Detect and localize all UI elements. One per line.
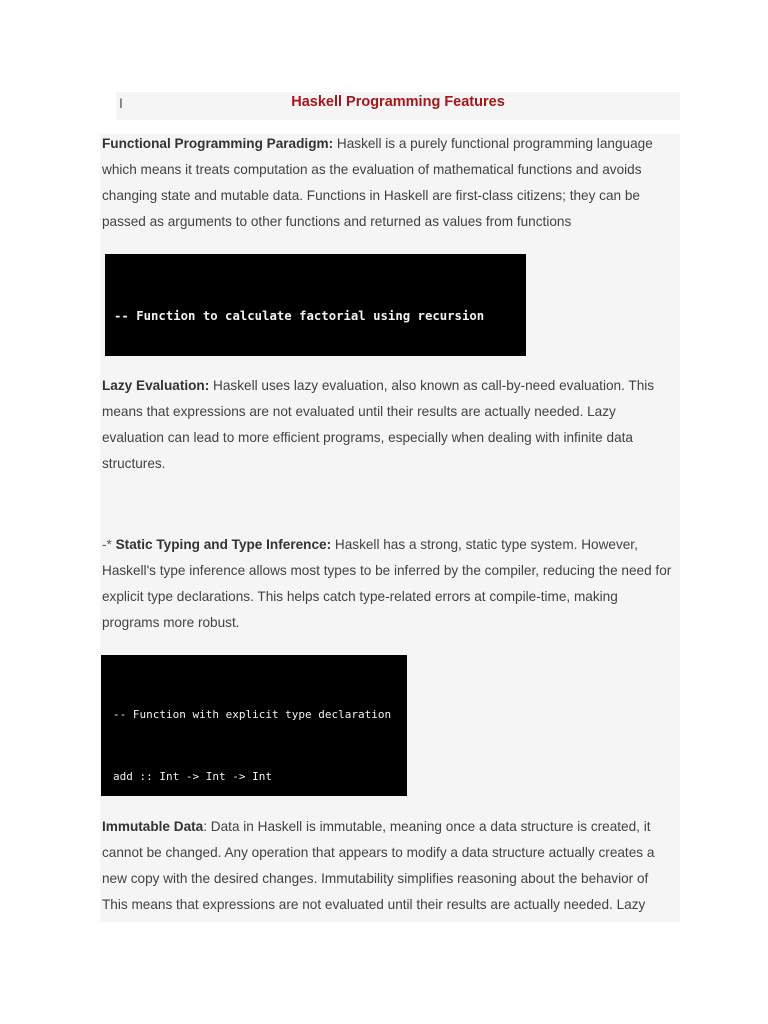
- code-line: -- Function to calculate factorial using recursion: [114, 309, 485, 323]
- heading-lazy: Lazy Evaluation:: [102, 378, 210, 393]
- code-block-factorial: [105, 254, 526, 356]
- text-functional: Haskell is a purely functional programming language which means it treats computation as the evaluation of mathematical functions and avoids changing state and mutable data. Functions in Haskell are first-class citizens; they can be passed as arguments to other functions and returned as values from functions: [102, 136, 653, 229]
- code-line: add :: Int -> Int -> Int: [113, 769, 272, 783]
- text-cursor: I: [119, 95, 123, 111]
- heading-functional: Functional Programming Paradigm:: [102, 136, 334, 151]
- code-line: -- Function with explicit type declaration: [113, 707, 392, 721]
- heading-static: Static Typing and Type Inference:: [115, 537, 332, 552]
- content-area: [100, 134, 680, 922]
- paragraph-lazy: [102, 373, 676, 477]
- page-title: Haskell Programming Features: [291, 94, 505, 110]
- text-immutable: : Data in Haskell is immutable, meaning once a data structure is created, it cannot be changed. Any operation that appears to modify a data structure actually creates a new copy with the desired changes. Immutability simplifies reasoning about the behavior of This means that expressions are not evaluated until their results are actually needed. Lazy: [102, 819, 655, 912]
- paragraph-functional: [102, 131, 676, 235]
- title-bar: [116, 92, 680, 120]
- text-lazy: Haskell uses lazy evaluation, also known as call-by-need evaluation. This means that expressions are not evaluated until their results are actually needed. Lazy evaluation can lead to more efficient programs, especially when dealing with infinite data structures.: [102, 378, 655, 471]
- heading-immutable: Immutable Data: [102, 819, 204, 834]
- text-static: Haskell has a strong, static type system. However, Haskell's type inference allows most types to be inferred by the compiler, reducing the need for explicit type declarations. This helps catch type-related errors at compile-time, making programs more robust.: [102, 537, 672, 630]
- paragraph-static: [102, 532, 676, 636]
- bullet-prefix: -*: [102, 537, 116, 552]
- paragraph-immutable: [102, 814, 676, 918]
- code-block-add: [101, 655, 407, 796]
